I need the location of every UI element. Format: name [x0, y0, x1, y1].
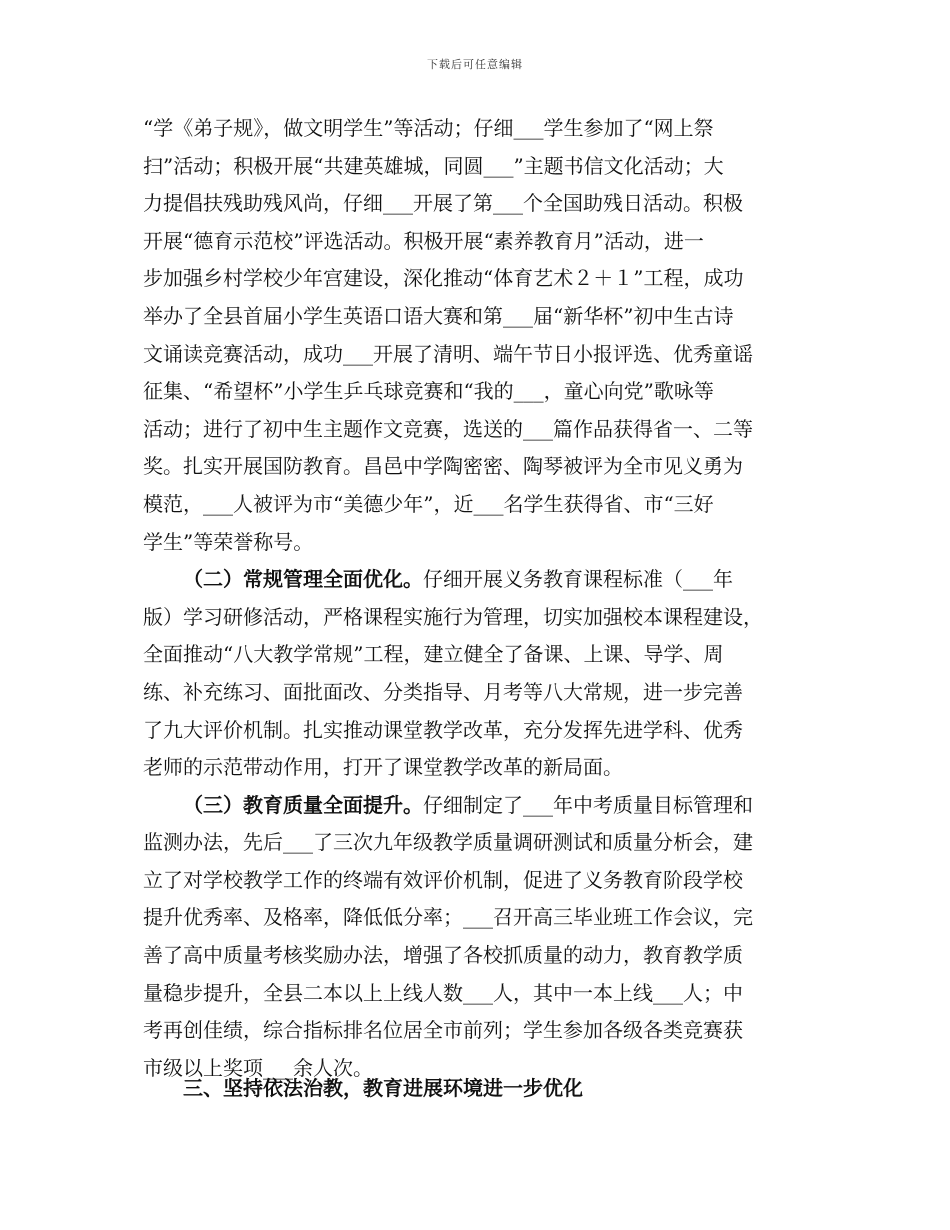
paragraph-first-line	[183, 787, 823, 825]
paragraph-line: 市级以上奖项___余人次。	[143, 1055, 373, 1080]
paragraph-text: 仔细开展义务教育课程标准（___年	[423, 567, 733, 592]
paragraph-line: 举办了全县首届小学生英语口语大赛和第___届“新华杯”初中生古诗	[143, 303, 734, 328]
paragraph-line: 了九大评价机制。扎实推动课堂教学改革，充分发挥先进学科、优秀	[143, 717, 743, 742]
paragraph-line: 考再创佳绩，综合指标排名位居全市前列；学生参加各级各类竞赛获	[143, 1018, 743, 1043]
paragraph-line: 监测办法，先后___了三次九年级教学质量调研测试和质量分析会，建	[143, 830, 753, 855]
paragraph-line: 版）学习研修活动，严格课程实施行为管理，切实加强校本课程建设，	[143, 604, 763, 629]
subsection-heading: （二）常规管理全面优化。	[183, 567, 423, 592]
paragraph-line: 全面推动“八大教学常规”工程，建立健全了备课、上课、导学、周	[143, 642, 724, 667]
paragraph-first-line	[183, 561, 823, 599]
paragraph-line: 量稳步提升，全县二本以上上线人数___人，其中一本上线___人；中	[143, 980, 743, 1005]
paragraph-1	[143, 110, 823, 561]
page-header: 下载后可任意编辑	[427, 58, 523, 71]
document-body	[143, 110, 823, 1087]
section-heading: 三、坚持依法治教，教育进展环境进一步优化	[183, 1076, 583, 1100]
paragraph-line: 学生”等荣誉称号。	[143, 529, 314, 554]
paragraph-line: 提升优秀率、及格率，降低低分率；___召开高三毕业班工作会议，完	[143, 905, 753, 930]
paragraph-line: 扫”活动；积极开展“共建英雄城，同圆___”主题书信文化活动；大	[143, 153, 724, 178]
paragraph-line: “学《弟子规》，做文明学生”等活动；仔细___学生参加了“网上祭	[143, 116, 714, 140]
paragraph-line: 练、补充练习、面批面改、分类指导、月考等八大常规，进一步完善	[143, 679, 743, 704]
paragraph-line: 模范，___人被评为市“美德少年”，近___名学生获得省、市“三好	[143, 491, 714, 516]
paragraph-line: 步加强乡村学校少年宫建设，深化推动“体育艺术２＋１”工程，成功	[143, 266, 744, 291]
paragraph-line: 老师的示范带动作用，打开了课堂教学改革的新局面。	[143, 755, 623, 780]
paragraph-line: 善了高中质量考核奖励办法，增强了各校抓质量的动力，教育教学质	[143, 943, 743, 968]
paragraph-text: 仔细制定了___年中考质量目标管理和	[423, 792, 753, 817]
paragraph-line: 征集、“希望杯”小学生乒乓球竞赛和“我的___，童心向党”歌咏等	[143, 379, 714, 404]
paragraph-line: 开展“德育示范校”评选活动。积极开展“素养教育月”活动，进一	[143, 228, 704, 253]
paragraph-3	[143, 787, 823, 1088]
subsection-heading: （三）教育质量全面提升。	[183, 792, 423, 817]
paragraph-line: 活动；进行了初中生主题作文竞赛，选送的___篇作品获得省一、二等	[143, 416, 753, 441]
paragraph-line: 文诵读竞赛活动，成功___开展了清明、端午节日小报评选、优秀童谣	[143, 341, 753, 366]
paragraph-line: 力提倡扶残助残风尚，仔细___开展了第___个全国助残日活动。积极	[143, 191, 743, 216]
paragraph-line: 立了对学校教学工作的终端有效评价机制，促进了义务教育阶段学校	[143, 867, 743, 892]
paragraph-2	[143, 561, 823, 787]
paragraph-line: 奖。扎实开展国防教育。昌邑中学陶密密、陶琴被评为全市见义勇为	[143, 454, 743, 479]
